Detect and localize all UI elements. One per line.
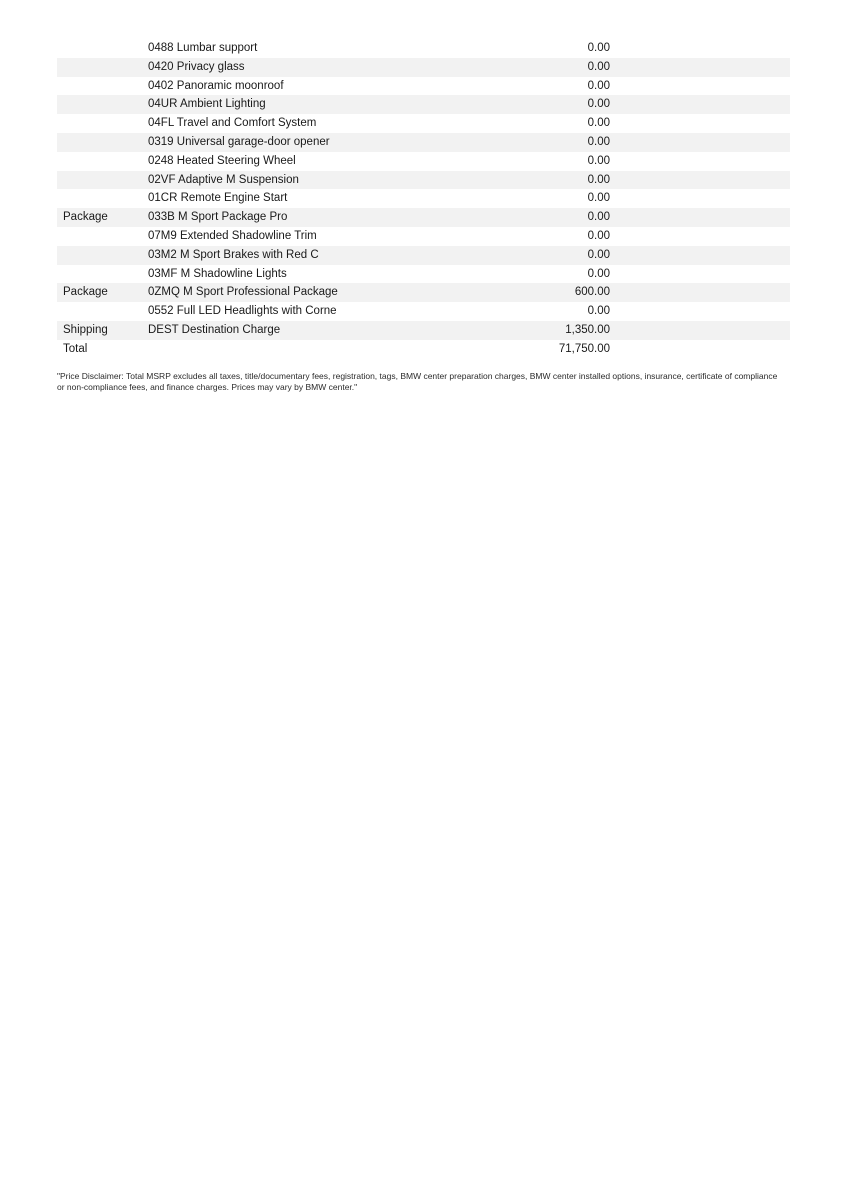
option-category: Package — [63, 286, 108, 299]
option-description: 033B M Sport Package Pro — [148, 211, 288, 224]
option-price: 0.00 — [587, 60, 610, 73]
table-row — [57, 39, 790, 58]
option-description: 04FL Travel and Comfort System — [148, 117, 317, 130]
table-row — [57, 302, 790, 321]
vehicle-options-table — [57, 39, 790, 359]
option-description: 0552 Full LED Headlights with Corne — [148, 305, 337, 318]
option-description: 0ZMQ M Sport Professional Package — [148, 286, 338, 299]
table-row — [57, 340, 790, 359]
table-row — [57, 152, 790, 171]
option-price: 0.00 — [587, 117, 610, 130]
option-price: 0.00 — [587, 248, 610, 261]
option-description: 0488 Lumbar support — [148, 42, 258, 54]
option-price: 0.00 — [587, 42, 610, 54]
option-price: 0.00 — [587, 79, 610, 92]
option-description: 04UR Ambient Lighting — [148, 98, 266, 111]
option-description: DEST Destination Charge — [148, 323, 281, 336]
option-description: 0248 Heated Steering Wheel — [148, 154, 296, 167]
table-row — [57, 265, 790, 284]
option-price: 0.00 — [587, 135, 610, 148]
option-category: Shipping — [63, 323, 108, 336]
option-description: 0402 Panoramic moonroof — [148, 79, 284, 92]
table-row — [57, 58, 790, 77]
table-row — [57, 208, 790, 227]
table-row — [57, 171, 790, 190]
option-price: 0.00 — [587, 211, 610, 224]
table-row — [57, 77, 790, 96]
option-price: 0.00 — [587, 192, 610, 205]
table-row — [57, 227, 790, 246]
option-category: Total — [63, 342, 88, 355]
option-description: 0420 Privacy glass — [148, 60, 245, 73]
option-price: 0.00 — [587, 229, 610, 242]
option-description: 03MF M Shadowline Lights — [148, 267, 287, 280]
option-description: 0319 Universal garage-door opener — [148, 135, 330, 148]
option-price: 0.00 — [587, 98, 610, 111]
table-row — [57, 283, 790, 302]
table-row — [57, 133, 790, 152]
option-description: 07M9 Extended Shadowline Trim — [148, 229, 317, 242]
option-price: 0.00 — [587, 267, 610, 280]
table-row — [57, 321, 790, 340]
option-description: 03M2 M Sport Brakes with Red C — [148, 248, 319, 261]
option-price: 0.00 — [587, 305, 610, 318]
option-description: 01CR Remote Engine Start — [148, 192, 288, 205]
price-disclaimer: "Price Disclaimer: Total MSRP excludes all taxes, title/documentary fees, registration, tags, BMW center preparation charges, BMW center installed options, insurance, certificate of compliance or non-compliance fees, and finance charges. Prices may vary by BMW center." — [57, 371, 778, 392]
option-price: 71,750.00 — [558, 342, 610, 355]
table-row — [57, 189, 790, 208]
option-price: 0.00 — [587, 154, 610, 167]
option-price: 0.00 — [587, 173, 610, 186]
table-row — [57, 246, 790, 265]
option-category: Package — [63, 211, 108, 224]
table-row — [57, 114, 790, 133]
option-price: 600.00 — [574, 286, 610, 299]
table-row — [57, 95, 790, 114]
option-price: 1,350.00 — [565, 323, 610, 336]
option-description: 02VF Adaptive M Suspension — [148, 173, 299, 186]
